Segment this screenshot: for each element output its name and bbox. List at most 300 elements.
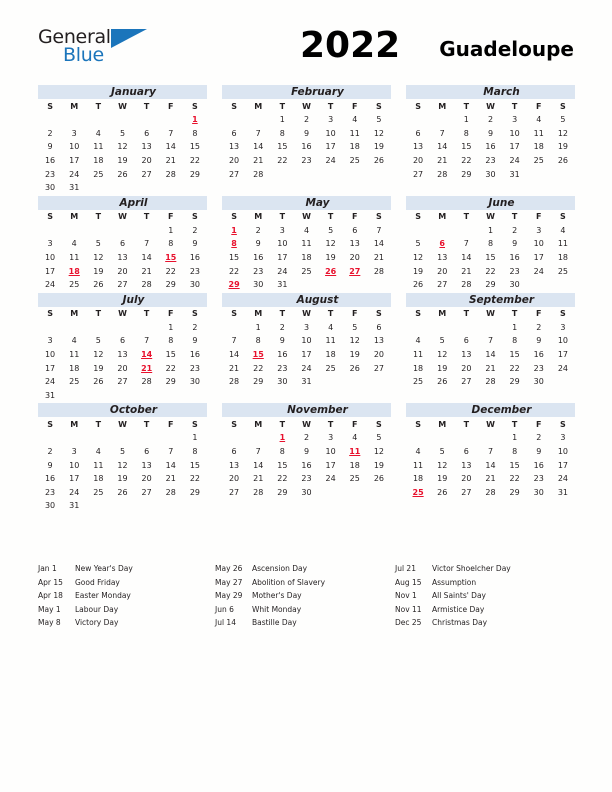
day-cell[interactable]: 10 (69, 142, 80, 152)
day-cell[interactable]: 20 (349, 253, 360, 263)
day-cell[interactable]: 13 (117, 350, 128, 360)
day-cell[interactable]: 9 (47, 142, 53, 152)
day-cell[interactable]: 3 (328, 115, 334, 125)
day-cell[interactable]: 22 (509, 474, 520, 484)
day-cell[interactable]: 29 (485, 280, 496, 290)
day-cell[interactable]: 24 (277, 266, 288, 276)
day-cell[interactable]: 5 (95, 239, 101, 249)
day-cell[interactable]: 10 (301, 336, 312, 346)
day-cell[interactable]: 22 (228, 266, 240, 276)
day-cell[interactable]: 26 (373, 474, 385, 484)
day-cell[interactable]: 6 (463, 446, 469, 456)
day-cell[interactable]: 11 (557, 239, 569, 249)
day-cell[interactable]: 3 (536, 225, 542, 235)
day-cell[interactable]: 14 (461, 253, 472, 263)
day-cell[interactable]: 17 (44, 363, 56, 373)
day-cell[interactable]: 7 (168, 128, 174, 138)
day-cell[interactable]: 16 (44, 156, 56, 166)
day-cell-holiday[interactable]: 14 (141, 350, 153, 360)
day-cell[interactable]: 5 (352, 322, 358, 332)
day-cell[interactable]: 15 (509, 460, 520, 470)
day-cell[interactable]: 21 (485, 363, 496, 373)
day-cell[interactable]: 27 (117, 280, 128, 290)
day-cell[interactable]: 2 (487, 115, 494, 125)
day-cell[interactable]: 20 (373, 350, 385, 360)
day-cell[interactable]: 20 (228, 156, 240, 166)
day-cell-holiday[interactable]: 21 (141, 363, 153, 373)
day-cell[interactable]: 3 (47, 239, 53, 249)
day-cell[interactable]: 28 (165, 169, 176, 179)
day-cell[interactable]: 23 (277, 363, 288, 373)
day-cell[interactable]: 26 (437, 487, 448, 497)
day-cell[interactable]: 22 (165, 363, 176, 373)
day-cell[interactable]: 27 (412, 169, 424, 179)
day-cell[interactable]: 15 (485, 253, 496, 263)
day-cell[interactable]: 25 (93, 487, 104, 497)
day-cell[interactable]: 31 (301, 377, 312, 387)
day-cell[interactable]: 18 (93, 474, 104, 484)
day-cell[interactable]: 4 (328, 322, 334, 332)
day-cell[interactable]: 19 (437, 474, 448, 484)
day-cell[interactable]: 29 (189, 169, 201, 179)
day-cell[interactable]: 2 (192, 225, 198, 235)
day-cell[interactable]: 5 (415, 239, 421, 249)
day-cell[interactable]: 15 (165, 350, 176, 360)
day-cell[interactable]: 29 (509, 377, 520, 387)
day-cell[interactable]: 11 (412, 460, 424, 470)
day-cell[interactable]: 1 (168, 322, 174, 332)
day-cell[interactable]: 6 (231, 446, 237, 456)
day-cell[interactable]: 23 (509, 266, 520, 276)
day-cell[interactable]: 28 (437, 169, 448, 179)
day-cell[interactable]: 22 (461, 156, 472, 166)
day-cell-holiday[interactable]: 15 (165, 253, 177, 263)
day-cell[interactable]: 8 (279, 446, 285, 456)
day-cell[interactable]: 14 (485, 460, 496, 470)
day-cell[interactable]: 17 (44, 266, 56, 276)
day-cell[interactable]: 14 (165, 142, 176, 152)
day-cell[interactable]: 31 (557, 487, 569, 497)
day-cell[interactable]: 21 (141, 266, 152, 276)
day-cell[interactable]: 25 (69, 377, 80, 387)
day-cell[interactable]: 7 (255, 128, 261, 138)
day-cell[interactable]: 28 (461, 280, 472, 290)
day-cell[interactable]: 12 (557, 128, 569, 138)
day-cell[interactable]: 2 (536, 322, 542, 332)
day-cell[interactable]: 30 (277, 377, 288, 387)
day-cell[interactable]: 15 (277, 142, 288, 152)
day-cell[interactable]: 7 (487, 446, 494, 456)
day-cell[interactable]: 23 (44, 169, 56, 179)
day-cell[interactable]: 11 (349, 128, 360, 138)
day-cell[interactable]: 30 (253, 280, 264, 290)
day-cell[interactable]: 13 (117, 253, 128, 263)
day-cell[interactable]: 2 (536, 433, 542, 443)
day-cell[interactable]: 16 (277, 350, 288, 360)
day-cell[interactable]: 24 (69, 169, 80, 179)
day-cell-holiday[interactable]: 29 (228, 280, 240, 290)
day-cell[interactable]: 25 (93, 169, 104, 179)
day-cell[interactable]: 30 (533, 377, 544, 387)
day-cell[interactable]: 29 (165, 377, 176, 387)
day-cell[interactable]: 10 (44, 350, 56, 360)
day-cell[interactable]: 17 (557, 350, 569, 360)
day-cell[interactable]: 25 (349, 156, 360, 166)
day-cell[interactable]: 29 (277, 487, 288, 497)
day-cell[interactable]: 7 (463, 239, 469, 249)
day-cell[interactable]: 30 (533, 487, 544, 497)
day-cell[interactable]: 9 (536, 446, 542, 456)
day-cell[interactable]: 15 (189, 142, 201, 152)
day-cell[interactable]: 13 (373, 336, 385, 346)
day-cell[interactable]: 12 (93, 253, 104, 263)
day-cell[interactable]: 27 (437, 280, 448, 290)
day-cell[interactable]: 31 (509, 169, 520, 179)
day-cell[interactable]: 19 (93, 363, 104, 373)
day-cell[interactable]: 24 (69, 487, 80, 497)
day-cell[interactable]: 30 (44, 501, 56, 511)
day-cell[interactable]: 12 (412, 253, 424, 263)
day-cell[interactable]: 25 (412, 377, 424, 387)
day-cell[interactable]: 21 (485, 474, 496, 484)
day-cell[interactable]: 26 (437, 377, 448, 387)
day-cell[interactable]: 2 (47, 128, 53, 138)
day-cell[interactable]: 1 (255, 322, 261, 332)
day-cell[interactable]: 8 (168, 336, 174, 346)
day-cell[interactable]: 26 (373, 156, 385, 166)
day-cell[interactable]: 16 (509, 253, 520, 263)
day-cell[interactable]: 4 (415, 446, 421, 456)
day-cell[interactable]: 17 (69, 156, 80, 166)
day-cell[interactable]: 8 (255, 336, 261, 346)
day-cell[interactable]: 12 (93, 350, 104, 360)
day-cell[interactable]: 24 (509, 156, 520, 166)
day-cell[interactable]: 26 (117, 169, 128, 179)
day-cell[interactable]: 4 (352, 115, 358, 125)
day-cell[interactable]: 25 (557, 266, 569, 276)
day-cell[interactable]: 9 (255, 239, 261, 249)
day-cell[interactable]: 8 (512, 446, 518, 456)
day-cell[interactable]: 24 (557, 474, 569, 484)
day-cell[interactable]: 21 (253, 156, 264, 166)
day-cell[interactable]: 22 (277, 156, 288, 166)
day-cell[interactable]: 18 (557, 253, 569, 263)
day-cell[interactable]: 9 (192, 239, 198, 249)
day-cell[interactable]: 4 (71, 336, 77, 346)
day-cell[interactable]: 1 (168, 225, 174, 235)
day-cell[interactable]: 1 (192, 433, 198, 443)
day-cell[interactable]: 30 (44, 183, 56, 193)
day-cell[interactable]: 3 (71, 128, 77, 138)
day-cell[interactable]: 29 (165, 280, 176, 290)
day-cell[interactable]: 14 (165, 460, 176, 470)
day-cell[interactable]: 9 (47, 460, 53, 470)
day-cell[interactable]: 21 (461, 266, 472, 276)
day-cell[interactable]: 26 (93, 280, 104, 290)
day-cell[interactable]: 10 (44, 253, 56, 263)
day-cell[interactable]: 21 (253, 474, 264, 484)
day-cell[interactable]: 7 (376, 225, 382, 235)
day-cell[interactable]: 22 (485, 266, 496, 276)
day-cell[interactable]: 20 (141, 156, 152, 166)
day-cell[interactable]: 11 (533, 128, 544, 138)
day-cell[interactable]: 22 (253, 363, 264, 373)
day-cell[interactable]: 31 (277, 280, 288, 290)
day-cell-holiday[interactable]: 8 (231, 239, 237, 249)
day-cell[interactable]: 19 (373, 460, 385, 470)
day-cell[interactable]: 14 (228, 350, 240, 360)
day-cell[interactable]: 26 (557, 156, 569, 166)
day-cell[interactable]: 13 (349, 239, 360, 249)
day-cell[interactable]: 2 (47, 446, 53, 456)
day-cell[interactable]: 23 (189, 363, 201, 373)
day-cell[interactable]: 23 (189, 266, 201, 276)
day-cell[interactable]: 20 (117, 266, 128, 276)
day-cell[interactable]: 6 (463, 336, 469, 346)
day-cell[interactable]: 9 (303, 128, 310, 138)
day-cell[interactable]: 8 (463, 128, 469, 138)
day-cell[interactable]: 29 (509, 487, 520, 497)
day-cell-holiday[interactable]: 1 (231, 225, 237, 235)
day-cell[interactable]: 15 (461, 142, 472, 152)
day-cell[interactable]: 2 (303, 115, 310, 125)
day-cell[interactable]: 10 (557, 446, 569, 456)
day-cell[interactable]: 21 (437, 156, 448, 166)
day-cell[interactable]: 29 (253, 377, 264, 387)
day-cell[interactable]: 27 (461, 377, 472, 387)
day-cell[interactable]: 14 (485, 350, 496, 360)
day-cell[interactable]: 24 (44, 280, 56, 290)
day-cell[interactable]: 11 (93, 460, 104, 470)
day-cell[interactable]: 28 (228, 377, 240, 387)
day-cell[interactable]: 4 (415, 336, 421, 346)
day-cell[interactable]: 12 (325, 239, 336, 249)
day-cell[interactable]: 3 (279, 225, 285, 235)
day-cell[interactable]: 6 (119, 336, 126, 346)
day-cell[interactable]: 26 (117, 487, 128, 497)
day-cell[interactable]: 28 (253, 169, 264, 179)
day-cell[interactable]: 6 (376, 322, 382, 332)
day-cell[interactable]: 18 (325, 350, 336, 360)
day-cell[interactable]: 28 (253, 487, 264, 497)
day-cell[interactable]: 17 (301, 350, 312, 360)
day-cell[interactable]: 21 (228, 363, 240, 373)
day-cell[interactable]: 8 (279, 128, 285, 138)
day-cell[interactable]: 6 (415, 128, 421, 138)
day-cell[interactable]: 14 (373, 239, 385, 249)
day-cell[interactable]: 14 (141, 253, 152, 263)
day-cell[interactable]: 23 (44, 487, 56, 497)
day-cell[interactable]: 20 (461, 363, 472, 373)
day-cell[interactable]: 23 (301, 474, 312, 484)
day-cell[interactable]: 10 (69, 460, 80, 470)
day-cell[interactable]: 14 (253, 460, 264, 470)
day-cell[interactable]: 18 (349, 142, 360, 152)
day-cell[interactable]: 20 (437, 266, 448, 276)
day-cell[interactable]: 25 (69, 280, 80, 290)
day-cell[interactable]: 13 (461, 460, 472, 470)
day-cell[interactable]: 10 (325, 446, 336, 456)
day-cell[interactable]: 19 (325, 253, 336, 263)
day-cell[interactable]: 19 (93, 266, 104, 276)
day-cell[interactable]: 16 (44, 474, 56, 484)
day-cell[interactable]: 24 (301, 363, 312, 373)
day-cell[interactable]: 4 (303, 225, 310, 235)
day-cell[interactable]: 17 (325, 460, 336, 470)
day-cell[interactable]: 28 (373, 266, 385, 276)
day-cell[interactable]: 12 (437, 460, 448, 470)
day-cell-holiday[interactable]: 26 (325, 266, 337, 276)
day-cell[interactable]: 7 (255, 446, 261, 456)
day-cell[interactable]: 16 (189, 350, 201, 360)
day-cell[interactable]: 13 (461, 350, 472, 360)
day-cell[interactable]: 16 (533, 460, 544, 470)
day-cell[interactable]: 20 (228, 474, 240, 484)
day-cell[interactable]: 26 (412, 280, 424, 290)
day-cell[interactable]: 3 (560, 433, 566, 443)
day-cell[interactable]: 15 (189, 460, 201, 470)
day-cell[interactable]: 23 (301, 156, 312, 166)
day-cell[interactable]: 7 (439, 128, 445, 138)
day-cell[interactable]: 5 (95, 336, 101, 346)
day-cell[interactable]: 28 (141, 280, 152, 290)
day-cell[interactable]: 2 (303, 433, 310, 443)
day-cell[interactable]: 4 (95, 128, 101, 138)
day-cell[interactable]: 31 (69, 501, 80, 511)
day-cell[interactable]: 25 (301, 266, 312, 276)
day-cell[interactable]: 24 (44, 377, 56, 387)
day-cell[interactable]: 26 (93, 377, 104, 387)
day-cell[interactable]: 10 (325, 128, 336, 138)
day-cell[interactable]: 1 (487, 225, 494, 235)
day-cell[interactable]: 31 (44, 390, 56, 400)
day-cell[interactable]: 25 (533, 156, 544, 166)
day-cell[interactable]: 15 (509, 350, 520, 360)
day-cell[interactable]: 5 (439, 336, 445, 346)
day-cell[interactable]: 2 (192, 322, 198, 332)
day-cell[interactable]: 7 (487, 336, 494, 346)
day-cell[interactable]: 10 (533, 239, 544, 249)
day-cell[interactable]: 31 (69, 183, 80, 193)
day-cell[interactable]: 12 (117, 142, 128, 152)
day-cell[interactable]: 4 (71, 239, 77, 249)
day-cell[interactable]: 5 (119, 446, 126, 456)
day-cell-holiday[interactable]: 25 (412, 487, 424, 497)
day-cell[interactable]: 12 (373, 446, 385, 456)
day-cell[interactable]: 6 (231, 128, 237, 138)
day-cell[interactable]: 24 (557, 363, 569, 373)
day-cell[interactable]: 9 (487, 128, 494, 138)
day-cell[interactable]: 17 (69, 474, 80, 484)
day-cell[interactable]: 1 (463, 115, 469, 125)
day-cell[interactable]: 13 (141, 142, 152, 152)
day-cell[interactable]: 22 (189, 474, 201, 484)
day-cell[interactable]: 21 (373, 253, 385, 263)
day-cell[interactable]: 16 (485, 142, 496, 152)
day-cell[interactable]: 12 (373, 128, 385, 138)
day-cell-holiday[interactable]: 1 (279, 433, 286, 443)
day-cell[interactable]: 2 (279, 322, 285, 332)
day-cell[interactable]: 8 (487, 239, 494, 249)
day-cell[interactable]: 9 (512, 239, 518, 249)
day-cell[interactable]: 23 (253, 266, 264, 276)
day-cell[interactable]: 23 (533, 363, 544, 373)
day-cell[interactable]: 16 (189, 253, 201, 263)
day-cell[interactable]: 17 (277, 253, 288, 263)
day-cell[interactable]: 16 (301, 460, 312, 470)
day-cell[interactable]: 25 (349, 474, 360, 484)
day-cell[interactable]: 5 (560, 115, 566, 125)
day-cell[interactable]: 5 (376, 115, 382, 125)
day-cell[interactable]: 27 (461, 487, 472, 497)
day-cell[interactable]: 25 (325, 363, 336, 373)
day-cell[interactable]: 8 (168, 239, 174, 249)
day-cell[interactable]: 20 (141, 474, 152, 484)
day-cell[interactable]: 3 (71, 446, 77, 456)
day-cell[interactable]: 7 (168, 446, 174, 456)
day-cell[interactable]: 17 (325, 142, 336, 152)
day-cell[interactable]: 18 (412, 363, 424, 373)
day-cell[interactable]: 5 (119, 128, 126, 138)
day-cell[interactable]: 28 (141, 377, 152, 387)
day-cell[interactable]: 1 (512, 322, 518, 332)
day-cell[interactable]: 5 (439, 446, 445, 456)
day-cell[interactable]: 13 (412, 142, 424, 152)
day-cell[interactable]: 18 (93, 156, 104, 166)
day-cell[interactable]: 9 (192, 336, 198, 346)
day-cell[interactable]: 4 (352, 433, 358, 443)
day-cell[interactable]: 12 (349, 336, 360, 346)
day-cell[interactable]: 21 (165, 474, 176, 484)
day-cell[interactable]: 23 (485, 156, 496, 166)
day-cell[interactable]: 21 (165, 156, 176, 166)
day-cell-holiday[interactable]: 6 (439, 239, 445, 249)
day-cell[interactable]: 8 (512, 336, 518, 346)
day-cell[interactable]: 3 (328, 433, 334, 443)
day-cell[interactable]: 7 (144, 336, 150, 346)
day-cell[interactable]: 18 (349, 460, 360, 470)
day-cell[interactable]: 15 (277, 460, 288, 470)
day-cell[interactable]: 27 (141, 169, 152, 179)
day-cell[interactable]: 19 (117, 156, 128, 166)
day-cell[interactable]: 26 (349, 363, 360, 373)
day-cell[interactable]: 29 (461, 169, 472, 179)
day-cell[interactable]: 6 (352, 225, 358, 235)
day-cell[interactable]: 1 (279, 115, 285, 125)
day-cell[interactable]: 27 (117, 377, 128, 387)
day-cell[interactable]: 7 (144, 239, 150, 249)
day-cell[interactable]: 13 (437, 253, 448, 263)
day-cell[interactable]: 24 (533, 266, 544, 276)
day-cell[interactable]: 11 (93, 142, 104, 152)
day-cell[interactable]: 11 (325, 336, 336, 346)
day-cell[interactable]: 3 (47, 336, 53, 346)
day-cell[interactable]: 20 (461, 474, 472, 484)
day-cell[interactable]: 4 (536, 115, 542, 125)
day-cell[interactable]: 27 (141, 487, 152, 497)
day-cell[interactable]: 18 (533, 142, 544, 152)
day-cell[interactable]: 2 (512, 225, 518, 235)
day-cell[interactable]: 28 (165, 487, 176, 497)
day-cell[interactable]: 6 (144, 128, 150, 138)
day-cell[interactable]: 10 (277, 239, 288, 249)
day-cell[interactable]: 6 (119, 239, 126, 249)
day-cell[interactable]: 6 (144, 446, 150, 456)
day-cell[interactable]: 30 (189, 280, 201, 290)
day-cell[interactable]: 24 (325, 474, 336, 484)
day-cell[interactable]: 17 (533, 253, 544, 263)
day-cell[interactable]: 14 (437, 142, 448, 152)
